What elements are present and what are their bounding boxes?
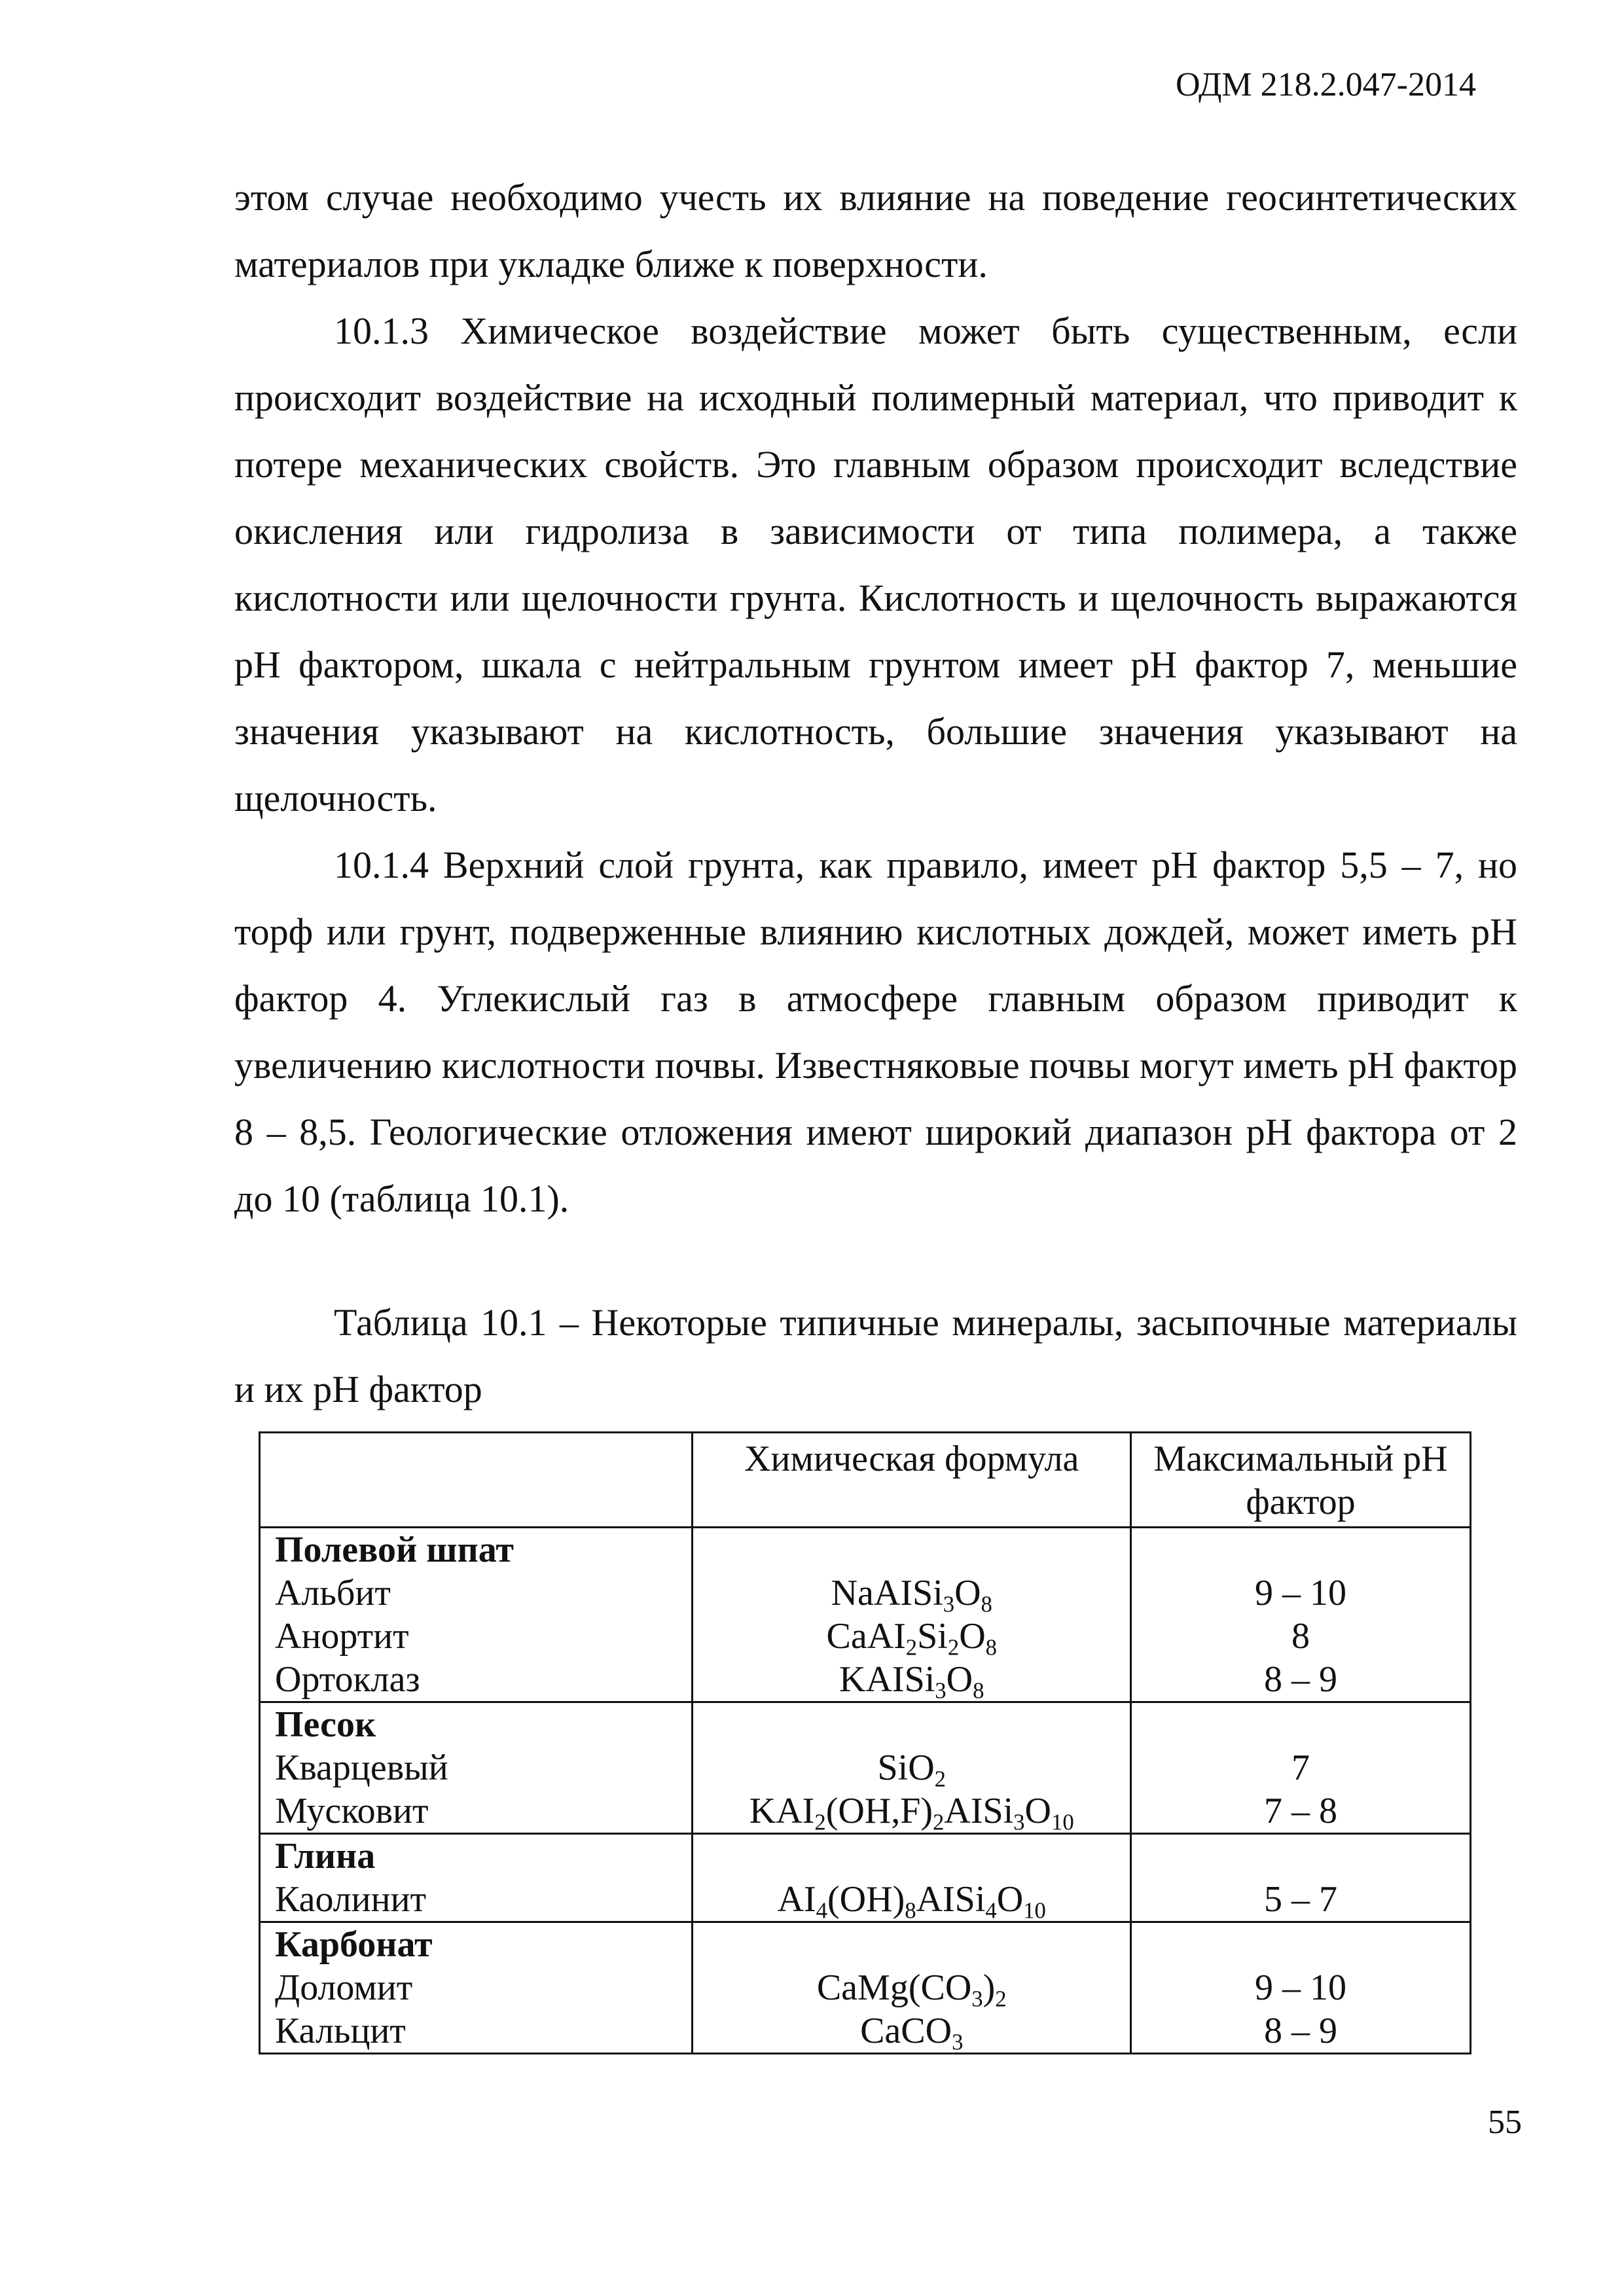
paragraph-1: этом случае необходимо учесть их влияние на поведение геосинтетических материалов при укладке ближе к поверхности. xyxy=(234,176,1517,285)
formula-part: O xyxy=(946,1659,973,1700)
formula-part: KAI xyxy=(749,1791,815,1831)
mineral-name: Доломит xyxy=(275,1967,413,2008)
formula-subscript: 4 xyxy=(816,1897,828,1924)
formula-part: (OH) xyxy=(827,1879,905,1920)
formula-part: AISi xyxy=(944,1791,1014,1831)
formula-part: O xyxy=(959,1616,986,1657)
chemical-formula xyxy=(693,1966,1130,2012)
table-group-row xyxy=(260,1834,1471,1922)
group-label: Карбонат xyxy=(275,1924,433,1965)
formula-part: (OH,F) xyxy=(825,1791,933,1831)
group-label: Песок xyxy=(275,1704,376,1745)
formula-part: CaMg(CO xyxy=(816,1967,972,2008)
document-code: ОДМ 218.2.047-2014 xyxy=(1176,66,1476,103)
chemical-formula xyxy=(693,1571,1130,1615)
formula-subscript: 3 xyxy=(952,2029,964,2055)
chemical-formula xyxy=(693,2009,1130,2053)
paragraph-continuation xyxy=(234,164,1517,298)
formula-subscript: 8 xyxy=(981,1591,992,1617)
header-ph: Максимальный pH фактор xyxy=(1131,1433,1471,1528)
table-group-row xyxy=(260,1528,1471,1702)
formula-part: O xyxy=(954,1573,981,1613)
formula-part: O xyxy=(1024,1791,1051,1831)
group-label: Полевой шпат xyxy=(275,1530,514,1570)
ph-value: 8 – 9 xyxy=(1264,2011,1337,2051)
formula-subscript: 8 xyxy=(985,1634,998,1660)
formula-cell xyxy=(693,1702,1131,1834)
table-body xyxy=(260,1528,1471,2054)
chemical-formula xyxy=(693,1615,1130,1658)
ph-value: 9 – 10 xyxy=(1255,1573,1346,1613)
page-number: 55 xyxy=(1488,2104,1522,2141)
formula-subscript: 2 xyxy=(933,1809,945,1835)
header-name xyxy=(260,1433,693,1528)
ph-value: 7 – 8 xyxy=(1264,1791,1337,1831)
ph-value: 5 – 7 xyxy=(1264,1879,1337,1920)
formula-subscript: 8 xyxy=(905,1897,916,1924)
ph-value: 8 – 9 xyxy=(1264,1659,1337,1700)
formula-part: CaAI xyxy=(826,1616,906,1657)
formula-cell xyxy=(693,1528,1131,1702)
formula-subscript: 2 xyxy=(947,1634,960,1660)
formula-part: ) xyxy=(983,1967,996,2008)
formula-part: KAISi xyxy=(839,1659,935,1700)
formula-part: NaAISi xyxy=(831,1573,943,1613)
ph-value: 9 – 10 xyxy=(1255,1967,1346,2008)
header-formula: Химическая формула xyxy=(693,1433,1131,1528)
chemical-formula xyxy=(693,1746,1130,1792)
formula-cell xyxy=(693,1834,1131,1922)
ph-cell xyxy=(1131,1528,1471,1702)
formula-part: Si xyxy=(917,1616,948,1657)
ph-cell xyxy=(1131,1702,1471,1834)
mineral-name: Каолинит xyxy=(275,1879,427,1920)
formula-subscript: 8 xyxy=(973,1677,984,1704)
table-group-row xyxy=(260,1922,1471,2054)
ph-value: 8 xyxy=(1291,1616,1310,1657)
formula-cell xyxy=(693,1922,1131,2054)
formula-subscript: 3 xyxy=(1013,1809,1025,1835)
formula-subscript: 2 xyxy=(995,1986,1007,2012)
paragraph-10-1-4: 10.1.4 Верхний слой грунта, как правило, имеет pH фактор 5,5 – 7, но торф или грунт, подверженные влиянию кислотных дождей, может иметь pH фактор 4. Углекислый газ в атмосфере главным образом приводит к увеличению кислотности почвы. Известняковые почвы могут иметь pH фактор 8 – 8,5. Геологические отложения имеют широкий диапазон pH фактора от 2 до 10 (таблица 10.1). xyxy=(234,844,1517,1220)
paragraph-10-1-3-block xyxy=(234,298,1517,832)
formula-subscript: 2 xyxy=(814,1809,826,1835)
formula-part: AI xyxy=(777,1879,816,1920)
formula-part: AISi xyxy=(916,1879,986,1920)
table-caption: Таблица 10.1 – Некоторые типичные минералы, засыпочные материалы и их pH фактор xyxy=(234,1301,1517,1410)
formula-subscript: 3 xyxy=(971,1986,983,2012)
chemical-formula xyxy=(693,1658,1130,1704)
mineral-name-cell xyxy=(260,1834,693,1922)
mineral-name: Мусковит xyxy=(275,1791,429,1831)
formula-part: O xyxy=(996,1879,1024,1920)
formula-part: CaCO xyxy=(860,2011,952,2051)
ph-cell xyxy=(1131,1922,1471,2054)
formula-subscript: 10 xyxy=(1023,1897,1046,1924)
formula-subscript: 2 xyxy=(905,1634,918,1660)
formula-part: SiO xyxy=(877,1748,935,1788)
chemical-formula xyxy=(693,1789,1130,1833)
ph-value: 7 xyxy=(1291,1748,1310,1788)
group-label: Глина xyxy=(275,1836,376,1876)
formula-subscript: 10 xyxy=(1051,1809,1074,1835)
mineral-name-cell xyxy=(260,1702,693,1834)
formula-subscript: 3 xyxy=(935,1677,947,1704)
table-group-row xyxy=(260,1702,1471,1834)
mineral-name-cell xyxy=(260,1528,693,1702)
mineral-ph-table xyxy=(259,1431,1471,2054)
paragraph-10-1-3: 10.1.3 Химическое воздействие может быть существенным, если происходит воздействие на исходный полимерный материал, что приводит к потере механических свойств. Это главным образом происходит вследствие окисления или гидролиза в зависимости от типа полимера, а также кислотности или щелочности грунта. Кислотность и щелочность выражаются pH фактором, шкала с нейтральным грунтом имеет pH фактор 7, меньшие значения указывают на кислотность, большие значения указывают на щелочность. xyxy=(234,310,1517,819)
chemical-formula xyxy=(693,1878,1130,1924)
mineral-name: Кальцит xyxy=(275,2011,406,2051)
paragraph-10-1-4-block xyxy=(234,832,1517,1232)
mineral-name: Кварцевый xyxy=(275,1748,448,1788)
table-header-row xyxy=(260,1433,1471,1528)
mineral-name: Альбит xyxy=(275,1573,391,1613)
formula-subscript: 2 xyxy=(934,1766,946,1792)
ph-cell xyxy=(1131,1834,1471,1922)
formula-subscript: 4 xyxy=(985,1897,997,1924)
mineral-name-cell xyxy=(260,1922,693,2054)
formula-subscript: 3 xyxy=(943,1591,955,1617)
mineral-name: Анортит xyxy=(275,1616,409,1657)
mineral-name: Ортоклаз xyxy=(275,1659,420,1700)
